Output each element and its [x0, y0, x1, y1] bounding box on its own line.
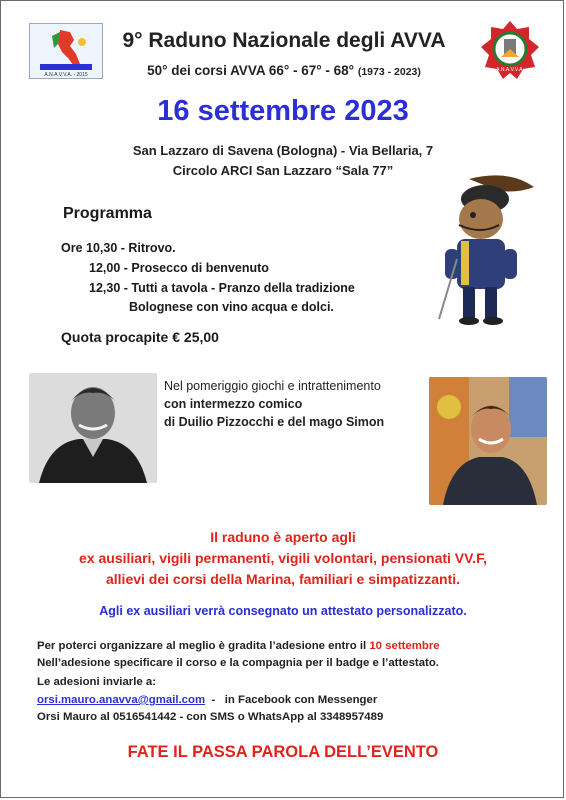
adesione-line1 — [37, 640, 440, 652]
logo-right-caption: A.N.A.V.V.A. — [496, 67, 524, 73]
pomeriggio-line3: di Duilio Pizzocchi e del mago Simon — [164, 415, 385, 429]
pomeriggio-line1: Nel pomeriggio giochi e intrattenimento — [164, 379, 381, 393]
apertura-line1: Il raduno è aperto agli — [210, 529, 356, 545]
subtitle-years: (1973 - 2023) — [357, 66, 421, 78]
logo-left-caption: A.N.A.V.V.A. - 2015 — [44, 72, 88, 78]
contatti-phone-line: Orsi Mauro al 0516541442 - con SMS o WhatsApp al 3348957489 — [37, 711, 384, 723]
subtitle-courses: 50° dei corsi AVVA 66° - 67° - 68° — [147, 63, 355, 78]
email-link[interactable]: orsi.mauro.anavva@gmail.com — [37, 694, 206, 706]
contatti-email-line — [37, 694, 377, 706]
magician-photo — [429, 377, 547, 505]
contatti-intro: Le adesioni inviarle a: — [37, 676, 157, 688]
event-date: 16 settembre 2023 — [157, 95, 409, 127]
programma-item: Bolognese con vino acqua e dolci. — [129, 300, 334, 314]
page-title: 9° Raduno Nazionale degli AVVA — [122, 29, 446, 52]
programma-item: 12,00 - Prosecco di benvenuto — [89, 261, 269, 275]
pomeriggio-line2: con intermezzo comico — [164, 397, 303, 411]
bersagliere-cartoon — [399, 169, 549, 331]
apertura-line2: ex ausiliari, vigili permanenti, vigili volontari, pensionati VV.F, — [79, 550, 487, 566]
adesione-line2: Nell’adesione specificare il corso e la compagnia per il badge e l’attestato. — [37, 657, 439, 669]
footer-call: FATE IL PASSA PAROLA DELL’EVENTO — [127, 743, 439, 761]
subtitle — [101, 63, 467, 78]
adesione-deadline: 10 settembre — [369, 640, 440, 652]
quota-procapite: Quota procapite € 25,00 — [61, 329, 219, 345]
anavva-map-logo — [29, 23, 103, 79]
attestato-note: Agli ex ausiliari verrà consegnato un attestato personalizzato. — [99, 604, 467, 618]
event-venue: Circolo ARCI San Lazzaro “Sala 77” — [172, 163, 394, 178]
fire-brigade-badge-icon — [479, 19, 541, 81]
programma-item: 12,30 - Tutti a tavola - Pranzo della tradizione — [89, 281, 355, 295]
email-suffix: - in Facebook con Messenger — [205, 694, 378, 706]
apertura-line3: allievi dei corsi della Marina, familiari e simpatizzanti. — [105, 571, 461, 587]
programma-item: Ore 10,30 - Ritrovo. — [61, 241, 176, 255]
programma-heading: Programma — [63, 205, 152, 222]
adesione-text: Per poterci organizzare al meglio è gradita l’adesione entro il — [37, 640, 370, 652]
event-address: San Lazzaro di Savena (Bologna) - Via Bellaria, 7 — [132, 143, 434, 158]
performer-photo — [29, 373, 157, 483]
